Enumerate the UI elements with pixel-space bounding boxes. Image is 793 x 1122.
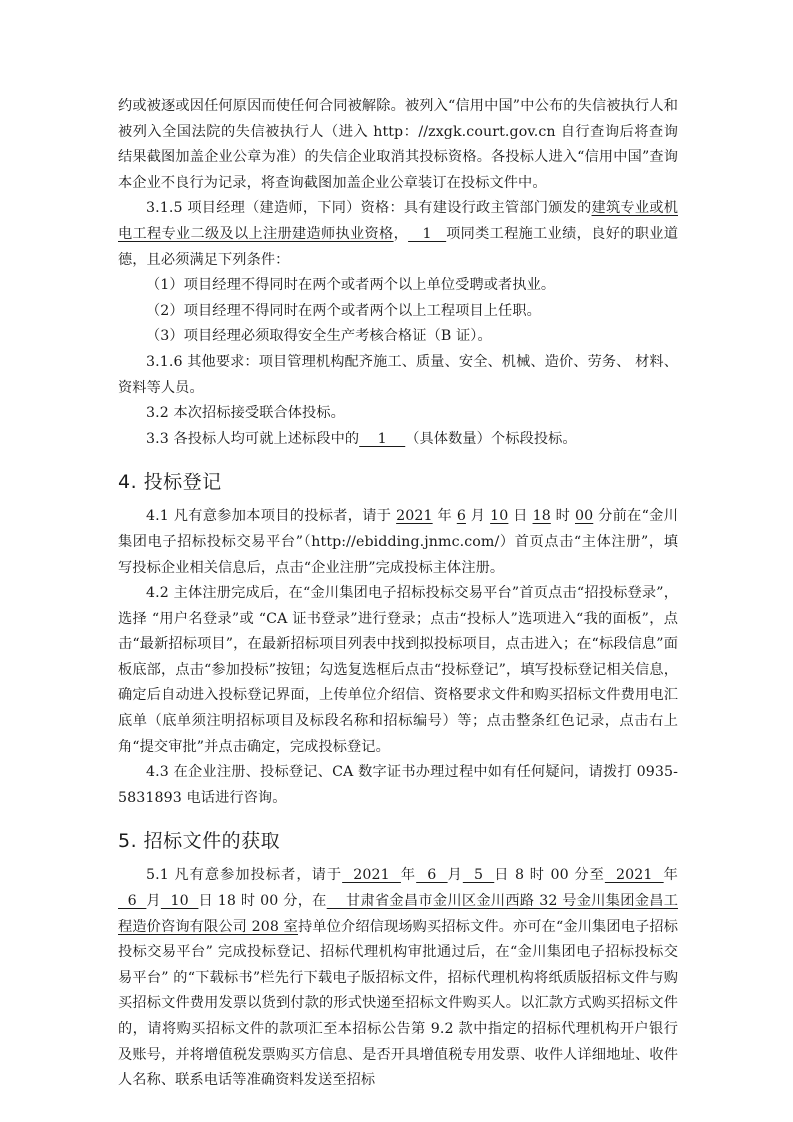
paragraph-4-2: 4.2 主体注册完成后，在“金川集团电子招标投标交易平台”首页点击“招投标登录”，选择 “用户名登录”或 “CA 证书登录”进行登录；点击“投标人”选项进入“我的面板”，点击“最新招标项目”，在最新招标项目列表中找到拟投标项目，点击进入；在“标段信息”面板底部，点击“参加投标”按钮；勾选复选框后点击“投标登记”，填写投标登记相关信息，确定后自动进入投标登记界面，上传单位介绍信、资格要求文件和购买招标文件费用电汇底单（底单须注明招标项目及标段名称和招标编号）等；点击整条红色记录，点击右上角“提交审批”并点击确定，完成投标登记。 — [118, 585, 678, 755]
text-segment: 持单位介绍信现场购买招标文件。亦可在“金川集团电子招标投标交易平台” 完成投标登记、招标代理机构审批通过后，在“金川集团电子招标投标交易平台” 的“下载标书”栏先行下载电子版招标文件，招标代理机构将纸质版招标文件与购买招标文件费用发票以货到付款的形式快递至招标文件购买人。以汇款方式购买招标文件的，请将购买招标文件的款项汇至本招标公告第 9.2 款中指定的招标代理机构开户银行及账号，并将增值税发票购买方信息、是否开具增值税专用发票、收件人详细地址、收件人名称、联系电话等准确资料发送至招标 — [118, 918, 678, 1089]
text-segment: （具体数量）个标段投标。 — [405, 430, 577, 447]
text-segment: 日 8 时 00 分至 — [494, 867, 605, 884]
section-heading-4: 4. 投标登记 — [118, 471, 222, 494]
paragraph-3-3 — [118, 427, 678, 453]
paragraph-3-1-5 — [118, 196, 678, 273]
paragraph-3-1-6: 3.1.6 其他要求：项目管理机构配齐施工、质量、安全、机械、造价、劳务、 材料、资料等人员。 — [118, 353, 678, 396]
underlined-year: 2021 — [342, 867, 401, 884]
paragraph-4-1 — [118, 504, 678, 581]
underlined-qualification: 建筑专业或机电工程专业二级及以上注册建造师执业资格 — [118, 200, 678, 242]
text-segment: 日 — [508, 508, 533, 525]
paragraph-3-2: 3.2 本次招标接受联合体投标。 — [146, 405, 345, 422]
text-segment: 年 — [663, 867, 678, 884]
text-segment: 项同类工程施工业绩，良好的职业道德，且必须满足下列条件： — [118, 225, 678, 268]
underlined-count: 1 — [359, 430, 406, 447]
underlined-day: 10 — [160, 893, 199, 910]
underlined-hour: 18 — [532, 508, 551, 525]
text-segment: 月 — [447, 867, 463, 884]
paragraph-4-3: 4.3 在企业注册、投标登记、CA 数字证书办理过程中如有任何疑问，请拨打 0935-5831893 电话进行咨询。 — [118, 764, 678, 806]
text-segment: 5.1 凡有意参加投标者，请于 — [146, 867, 343, 884]
paragraph-credit-check: 约或被逐或因任何原因而使任何合同被解除。被列入“信用中国”中公布的失信被执行人和被列入全国法院的失信被执行人（进入 http：//zxgk.court.gov.cn 自行查询后将查询结果截图加盖企业公章为准）的失信企业取消其投标资格。各投标人进入“信用中国”查询本企业不良行为记录，将查询截图加盖企业公章装订在投标文件中。 — [118, 98, 678, 191]
underlined-year: 2021 — [396, 508, 433, 525]
text-segment: 月 — [146, 893, 161, 910]
underlined-day: 10 — [490, 508, 509, 525]
text-segment: ， — [393, 225, 409, 242]
paragraph-5-1 — [118, 863, 678, 1093]
section-heading-5: 5. 招标文件的获取 — [118, 830, 281, 853]
condition-item: （3）项目经理必须取得安全生产考核合格证（B 证）。 — [146, 328, 492, 345]
underlined-month: 6 — [456, 508, 466, 525]
document-body — [118, 94, 678, 1094]
text-segment: 年 — [432, 508, 457, 525]
underlined-month: 6 — [416, 867, 448, 884]
underlined-month: 6 — [118, 893, 147, 910]
underlined-year: 2021 — [604, 867, 664, 884]
underlined-address: 甘肃省金昌市金川区金川西路 32 号金川集团金昌工程造价咨询有限公司 208 室 — [118, 893, 679, 935]
condition-item: （1）项目经理不得同时在两个或者两个以上单位受聘或者执业。 — [146, 277, 556, 294]
underlined-day: 5 — [462, 867, 495, 884]
text-segment: 月 — [465, 508, 491, 525]
underlined-count: 1 — [408, 225, 447, 242]
underlined-minute: 00 — [575, 508, 594, 525]
text-segment: 3.3 各投标人均可就上述标段中的 — [146, 430, 360, 447]
condition-item: （2）项目经理不得同时在两个或者两个以上工程项目上任职。 — [146, 302, 541, 319]
text-segment: 3.1.5 项目经理（建造师，下同）资格：具有建设行政主管部门颁发的 — [146, 200, 592, 217]
text-segment: 时 — [550, 508, 575, 525]
text-segment: 分前在“金川集团电子招标投标交易平台”（http://ebidding.jnmc.com/）首页点击“主体注册”，填写投标企业相关信息后，点击“企业注册”完成投标主体注册。 — [118, 508, 678, 576]
text-segment: 年 — [400, 867, 417, 884]
text-segment: 日 18 时 00 分，在 — [198, 893, 327, 910]
text-segment: 4.1 凡有意参加本项目的投标者，请于 — [146, 508, 397, 525]
